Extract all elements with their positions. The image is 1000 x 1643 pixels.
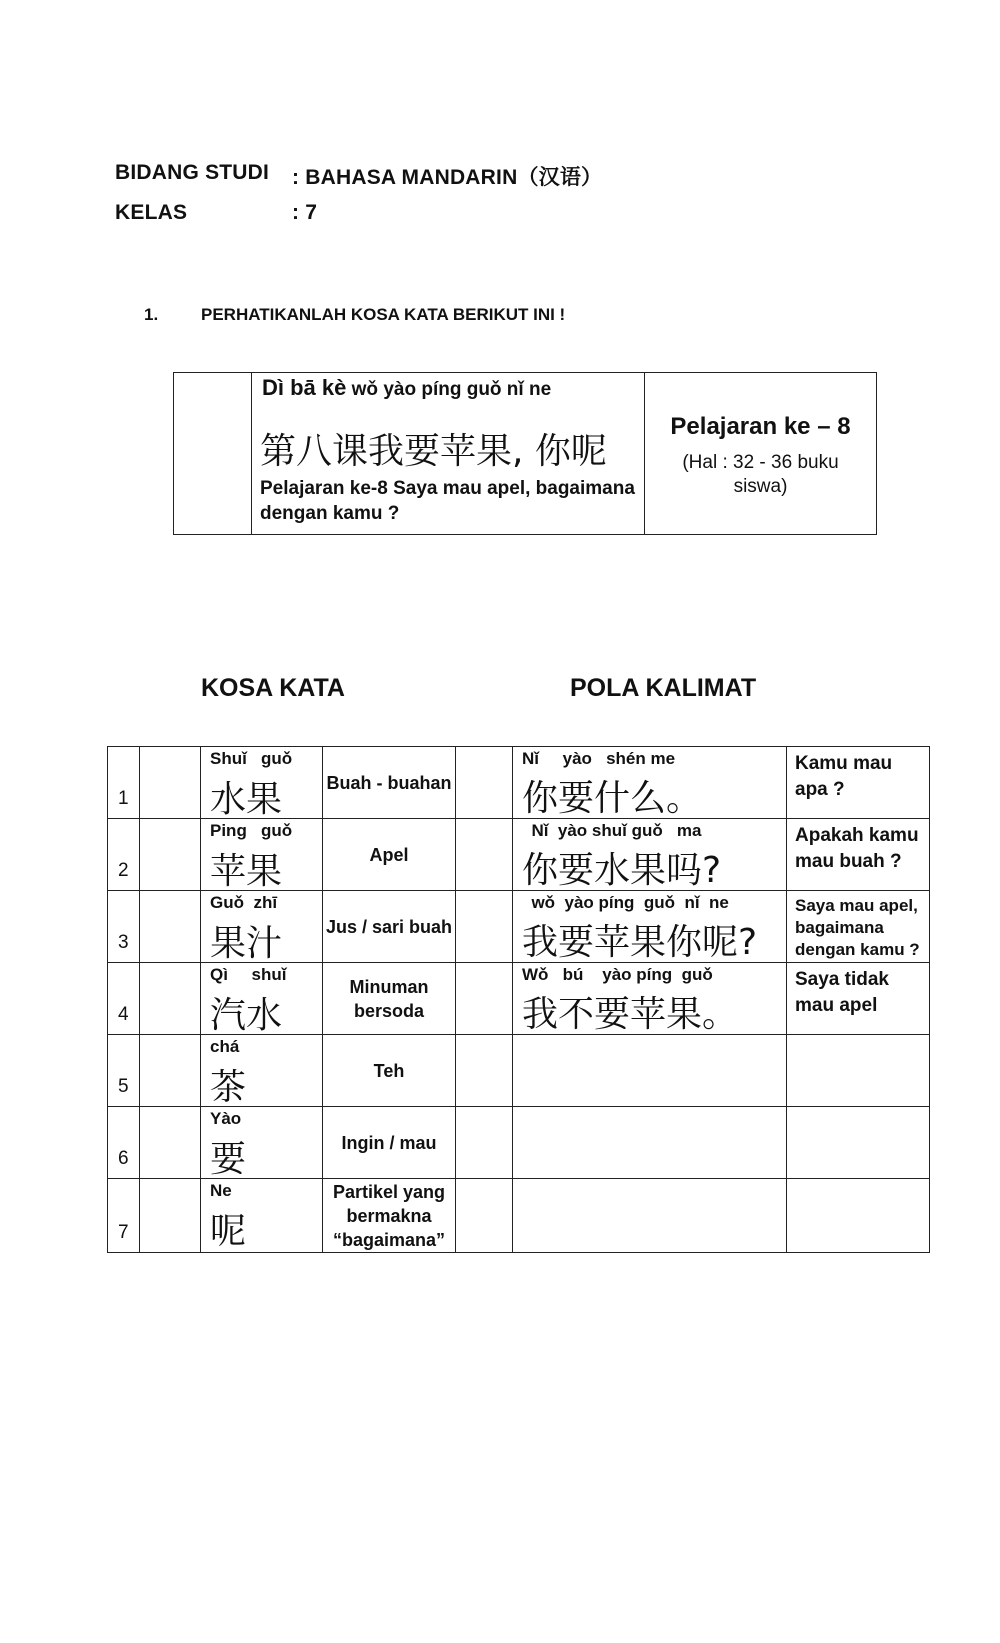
vocab-pinyin: Ne [210, 1181, 232, 1200]
class-label: KELAS [115, 201, 188, 224]
vocab-meaning-cell [323, 1107, 456, 1179]
row-number: 5 [118, 1076, 129, 1097]
lesson-pages: (Hal : 32 - 36 buku siswa) [682, 452, 839, 497]
vocab-word-cell [201, 1179, 323, 1253]
row-number-cell [108, 1035, 140, 1107]
sentence-translation: Saya mau apel, bagaimana dengan kamu ? [795, 896, 920, 959]
lesson-title-cell [252, 373, 645, 535]
sentence-pinyin: Nǐ yào shén me [522, 749, 676, 768]
table-row [108, 819, 930, 891]
vocab-word-cell [201, 1035, 323, 1107]
sentence-hanzi: 我不要苹果。 [522, 994, 739, 1035]
lesson-box [173, 372, 877, 535]
sentence-hanzi: 你要水果吗? [522, 850, 722, 891]
sentence-translation-cell [787, 891, 930, 963]
vocab-word-cell [201, 819, 323, 891]
vocab-meaning-cell [323, 819, 456, 891]
empty-cell [456, 1107, 513, 1179]
vocab-meaning: Minuman bersoda [349, 976, 429, 1021]
sentence-translation-cell [787, 1107, 930, 1179]
vocab-pinyin: Qì shuǐ [210, 965, 287, 984]
vocab-pinyin: Yào [210, 1109, 242, 1128]
sentence-translation: Kamu mau apa ? [795, 753, 893, 800]
vocab-meaning: Jus / sari buah [325, 916, 453, 937]
sentence-cell [513, 891, 787, 963]
sentence-translation-cell [787, 1179, 930, 1253]
empty-cell [140, 891, 201, 963]
vocab-pinyin: Guǒ zhī [210, 893, 278, 912]
vocab-pattern-table [107, 746, 930, 1253]
vocab-word-cell [201, 963, 323, 1035]
subject-value: : BAHASA MANDARIN（汉语） [292, 166, 603, 189]
sentence-cell [513, 819, 787, 891]
lesson-number-cell [645, 373, 877, 535]
vocab-hanzi: 汽水 [210, 995, 283, 1036]
empty-cell [456, 963, 513, 1035]
vocab-meaning-cell [323, 891, 456, 963]
row-number-cell [108, 891, 140, 963]
vocab-word-cell [201, 1107, 323, 1179]
sentence-hanzi: 你要什么。 [522, 778, 703, 819]
row-number-cell [108, 1179, 140, 1253]
vocab-hanzi: 水果 [210, 779, 283, 820]
vocab-hanzi: 呢 [210, 1211, 247, 1252]
table-row [108, 1179, 930, 1253]
table-row [108, 891, 930, 963]
row-number: 7 [118, 1222, 129, 1243]
table-row [108, 963, 930, 1035]
sentence-hanzi: 我要苹果你呢? [522, 922, 758, 963]
vocab-meaning: Partikel yang bermakna “bagaimana” [332, 1181, 446, 1250]
empty-cell [140, 1179, 201, 1253]
pattern-heading: POLA KALIMAT [570, 674, 757, 702]
vocab-meaning: Ingin / mau [341, 1132, 437, 1153]
row-number-cell [108, 747, 140, 819]
empty-cell [456, 819, 513, 891]
sentence-cell [513, 1035, 787, 1107]
vocab-meaning-cell [323, 1179, 456, 1253]
vocab-meaning-cell [323, 747, 456, 819]
empty-cell [456, 1035, 513, 1107]
table-row [108, 1035, 930, 1107]
sentence-cell [513, 1179, 787, 1253]
sentence-pinyin: Nǐ yào shuǐ guǒ ma [522, 821, 702, 840]
sentence-pinyin: wǒ yào píng guǒ nǐ ne [522, 893, 729, 912]
sentence-translation-cell [787, 747, 930, 819]
vocab-meaning-cell [323, 1035, 456, 1107]
row-number-cell [108, 963, 140, 1035]
sentence-translation-cell [787, 963, 930, 1035]
row-number: 1 [118, 788, 129, 809]
empty-cell [140, 963, 201, 1035]
row-number: 4 [118, 1004, 129, 1025]
lesson-translation: Pelajaran ke-8 Saya mau apel, bagaimana dengan kamu ? [260, 478, 635, 524]
vocab-hanzi: 要 [210, 1139, 247, 1180]
vocab-pinyin: Shuǐ guǒ [210, 749, 293, 768]
table-row [108, 1107, 930, 1179]
sentence-cell [513, 963, 787, 1035]
row-number: 2 [118, 860, 129, 881]
vocab-pinyin: Ping guǒ [210, 821, 293, 840]
sentence-translation-cell [787, 1035, 930, 1107]
vocab-hanzi: 苹果 [210, 851, 283, 892]
row-number: 6 [118, 1148, 129, 1169]
vocab-word-cell [201, 891, 323, 963]
sentence-translation-cell [787, 819, 930, 891]
class-value: : 7 [292, 201, 318, 224]
empty-cell [456, 747, 513, 819]
instruction-text: PERHATIKANLAH KOSA KATA BERIKUT INI ! [201, 305, 566, 324]
sentence-cell [513, 1107, 787, 1179]
empty-cell [140, 1035, 201, 1107]
instruction-number: 1. [144, 305, 159, 324]
sentence-translation: Saya tidak mau apel [795, 969, 889, 1016]
subject-label: BIDANG STUDI [115, 161, 270, 184]
lesson-number: Pelajaran ke – 8 [670, 413, 851, 440]
empty-cell [140, 747, 201, 819]
empty-cell [456, 891, 513, 963]
row-number: 3 [118, 932, 129, 953]
vocab-pinyin: chá [210, 1037, 240, 1056]
lesson-pinyin: Dì bā kè wǒ yào píng guǒ nǐ ne [262, 375, 552, 400]
row-number-cell [108, 819, 140, 891]
sentence-cell [513, 747, 787, 819]
empty-cell [140, 1107, 201, 1179]
sentence-pinyin: Wǒ bú yào píng guǒ [522, 965, 713, 984]
row-number-cell [108, 1107, 140, 1179]
lesson-hanzi: 第八课我要苹果, 你呢 [260, 431, 607, 472]
vocab-meaning-cell [323, 963, 456, 1035]
vocab-meaning: Buah - buahan [326, 772, 452, 793]
empty-cell [140, 819, 201, 891]
table-row [108, 747, 930, 819]
vocab-hanzi: 茶 [210, 1067, 247, 1108]
vocab-meaning: Apel [369, 844, 409, 865]
vocab-word-cell [201, 747, 323, 819]
empty-cell [456, 1179, 513, 1253]
vocab-heading: KOSA KATA [201, 674, 345, 702]
lesson-empty-cell [174, 373, 252, 535]
sentence-translation: Apakah kamu mau buah ? [795, 825, 919, 872]
vocab-meaning: Teh [373, 1060, 405, 1081]
vocab-hanzi: 果汁 [210, 923, 283, 964]
